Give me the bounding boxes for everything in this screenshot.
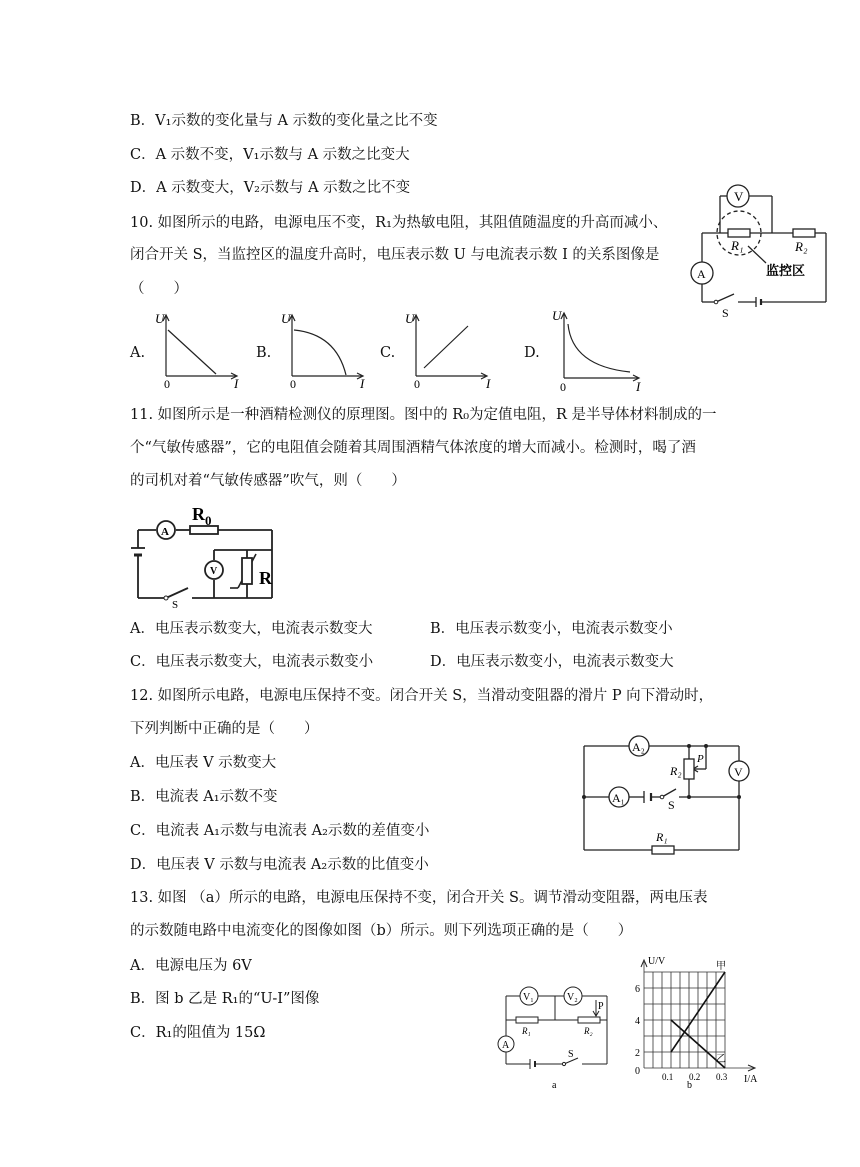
q13-graph-b: [630, 952, 765, 1092]
svg-text:I: I: [636, 379, 641, 394]
svg-text:I: I: [486, 376, 491, 390]
svg-text:0: 0: [414, 377, 420, 390]
q10-graph-d: [548, 306, 648, 394]
q12-circuit-diagram: [578, 735, 753, 857]
svg-text:0: 0: [560, 380, 566, 394]
svg-text:0: 0: [635, 1066, 640, 1077]
q10-fig-r2-label: R₂: [795, 239, 808, 254]
q10-fig-r1-label: R₁: [731, 238, 744, 253]
q10-stem-line2: 闭合开关 S，当监控区的温度升高时，电压表示数 U 与电流表示数 I 的关系图像是: [130, 247, 660, 263]
q10-fig-switch-label: S: [722, 306, 729, 320]
q10-graph-b-letter: B.: [256, 345, 272, 361]
svg-text:0.2: 0.2: [689, 1072, 701, 1082]
q11-fig-r0-label: $R_0$: [192, 504, 212, 528]
svg-text:2: 2: [635, 1048, 640, 1059]
q13-stem-line2: 的示数随电路中电流变化的图像如图（b）所示。则下列选项正确的是（ ）: [130, 923, 633, 939]
q12-fig-a1-label: A₁: [612, 791, 625, 805]
q13-graph-ylabel: U/V: [648, 956, 666, 967]
q10-graph-c: [402, 308, 502, 390]
q12-fig-r1-label: R₁: [656, 830, 668, 844]
q12-fig-r2-label: R₂: [670, 764, 682, 778]
q10-fig-voltmeter-label: V: [734, 189, 744, 204]
svg-text:4: 4: [635, 1016, 640, 1027]
q10-stem-line1: 10. 如图所示的电路，电源电压不变，R₁为热敏电阻，其阻值随温度的升高而减小、: [130, 215, 668, 231]
q12-stem-line1: 12. 如图所示电路，电源电压保持不变。闭合开关 S，当滑动变阻器的滑片 P 向下滑动时，: [130, 688, 714, 704]
q10-fig-zone-label: 监控区: [766, 263, 806, 278]
q12-fig-p-label: P: [697, 753, 704, 765]
q12-fig-a2-label: A₂: [632, 740, 645, 754]
q11-stem-line1: 11. 如图所示是一种酒精检测仪的原理图。图中的 R₀为定值电阻，R 是半导体材料制成的一: [130, 407, 717, 423]
q10-graph-d-letter: D.: [524, 345, 540, 361]
svg-text:U: U: [552, 308, 562, 323]
q12-option-b: B．电流表 A₁示数不变: [130, 789, 278, 805]
q11-fig-ammeter-label: A: [161, 526, 169, 538]
q13-fig-a-label: A: [502, 1040, 510, 1051]
q10-graph-b: [278, 308, 373, 390]
svg-text:U: U: [281, 311, 291, 326]
q13-fig-a-caption: a: [552, 1080, 557, 1091]
q11-circuit-diagram: [126, 498, 286, 610]
q10-fig-ammeter-label: A: [697, 267, 706, 281]
svg-text:0: 0: [290, 377, 296, 390]
q12-fig-s-label: S: [668, 798, 675, 812]
q12-option-d: D．电压表 V 示数与电流表 A₂示数的比值变小: [130, 857, 429, 873]
q13-fig-v2-label: V₂: [567, 992, 578, 1003]
q13-fig-r1-label: R₁: [522, 1026, 531, 1036]
q12-option-a: A．电压表 V 示数变大: [130, 755, 277, 771]
q11-option-d: D．电压表示数变小，电流表示数变大: [430, 654, 674, 670]
q9-option-b: B．V₁示数的变化量与 A 示数的变化量之比不变: [130, 113, 438, 129]
q11-stem-line2: 个“气敏传感器”，它的电阻值会随着其周围酒精气体浓度的增大而减小。检测时，喝了酒: [130, 440, 696, 456]
svg-text:6: 6: [635, 984, 640, 995]
q13-graph-yi-label: 乙: [716, 1054, 726, 1065]
svg-text:U: U: [155, 311, 165, 326]
q13-option-c: C．R₁的阻值为 15Ω: [130, 1025, 266, 1041]
q13-graph-b-caption: b: [687, 1080, 692, 1091]
q13-fig-r2-label: R₂: [584, 1026, 593, 1036]
q10-graph-a: [152, 308, 247, 390]
q13-stem-line1: 13. 如图 （a）所示的电路，电源电压保持不变，闭合开关 S。调节滑动变阻器，两电压表: [130, 890, 708, 906]
q10-stem-line3: （ ）: [130, 281, 188, 297]
svg-text:0.3: 0.3: [716, 1072, 728, 1082]
q9-option-c: C．A 示数不变，V₁示数与 A 示数之比变大: [130, 147, 410, 163]
q13-graph-jia-label: 甲: [716, 961, 726, 972]
q11-fig-switch-label: S: [172, 599, 179, 610]
q11-stem-line3: 的司机对着“气敏传感器”吹气，则（ ）: [130, 473, 406, 489]
q10-graph-c-letter: C.: [380, 345, 396, 361]
q12-option-c: C．电流表 A₁示数与电流表 A₂示数的差值变小: [130, 823, 430, 839]
q11-option-c: C．电压表示数变大，电流表示数变小: [130, 654, 374, 670]
q10-graph-a-letter: A.: [130, 345, 146, 361]
q13-option-b: B．图 b 乙是 R₁的“U-I”图像: [130, 991, 320, 1007]
q12-fig-v-label: V: [734, 765, 743, 779]
q11-fig-r-label: R: [259, 568, 272, 588]
svg-text:0.1: 0.1: [662, 1072, 674, 1082]
q13-option-a: A．电源电压为 6V: [130, 958, 252, 974]
q13-graph-xlabel: I/A: [744, 1074, 758, 1085]
q13-fig-v1-label: V₁: [523, 992, 534, 1003]
q13-fig-p-label: P: [598, 1001, 604, 1012]
q13-circuit-diagram-a: [492, 984, 617, 1092]
svg-text:U: U: [405, 311, 415, 326]
svg-text:0: 0: [164, 377, 170, 390]
q11-option-b: B．电压表示数变小，电流表示数变小: [430, 621, 673, 637]
q11-fig-voltmeter-label: V: [210, 566, 218, 577]
q10-circuit-diagram: [682, 178, 832, 320]
q11-option-a: A．电压表示数变大，电流表示数变大: [130, 621, 373, 637]
q13-fig-s-label: S: [568, 1049, 574, 1060]
svg-text:I: I: [234, 376, 239, 390]
q12-stem-line2: 下列判断中正确的是（ ）: [130, 721, 319, 737]
q9-option-d: D．A 示数变大，V₂示数与 A 示数之比不变: [130, 180, 411, 196]
svg-text:I: I: [360, 376, 365, 390]
